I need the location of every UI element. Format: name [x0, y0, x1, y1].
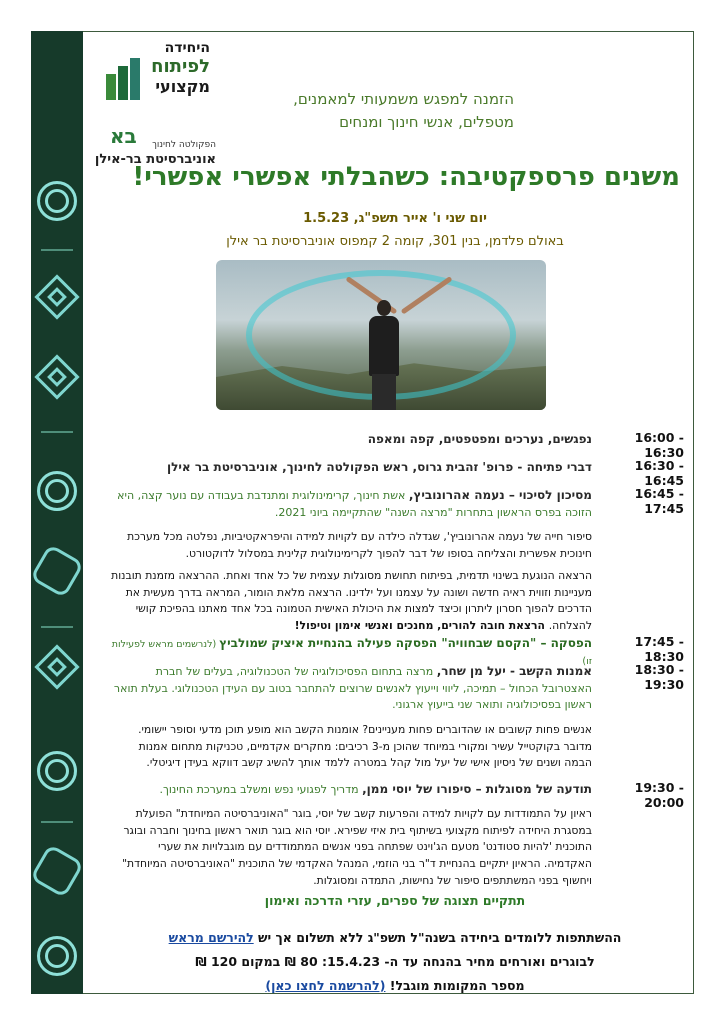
schedule-time: 16:30 - 16:45 — [634, 458, 684, 488]
logo-university: אוניברסיטת בר-אילן — [94, 152, 216, 167]
break-activity: הפסקה – "הקסם שבחוויה" הפסקה פעילה בהנחיית איציק שמולביץ — [219, 636, 592, 650]
schedule-time: 16:45 - 17:45 — [634, 486, 684, 516]
schedule-time: 16:00 - 16:30 — [634, 430, 684, 460]
hero-photo — [216, 260, 546, 410]
decorative-side-strip — [31, 31, 83, 994]
speaker-name: אמנות הקשב - יעל מן שחר, — [436, 664, 592, 678]
bar-ilan-logo-icon: בא — [110, 124, 137, 148]
speaker-bio: מדריך לפגועי נפש ומשלב במערכת החינוך. — [159, 783, 363, 796]
page-title: משנים פרספקטיבה: כשהבלתי אפשרי אפשרי! — [132, 162, 680, 192]
schedule-item: נפגשים, נערכים ומפטפטים, קפה ומאפה — [367, 432, 592, 446]
schedule-time: 18:30 - 19:30 — [634, 662, 684, 692]
talk-paragraph — [110, 568, 592, 635]
break-note: (לנרשמים מראש לפעילות זו) — [111, 639, 592, 667]
schedule-time: 19:30 - 20:00 — [634, 780, 684, 810]
diamond-ornament-icon — [34, 354, 79, 399]
speaker-name: מסיכון לסיכוי – נעמה אהרונוביץ, — [408, 488, 592, 502]
speaker-name: תודעה של מסוגלות – סיפורו של יוסי ממן, — [362, 782, 592, 796]
diamond-ornament-icon — [34, 644, 79, 689]
speaker-bio: אשת חינוך, קרימינולוגית ומתנדבת בעבודה עם נוער קצה, היא הזוכה בפרס הראשון בתחרות "מרצה השנה" שהתקיימה ביוני 2021. — [117, 489, 592, 519]
register-link[interactable]: להירשם מראש — [168, 930, 254, 945]
circle-ornament-icon — [37, 751, 77, 791]
unit-logo — [94, 40, 220, 167]
registration-line: ההשתתפות ללומדים ביחידה בשנה"ל תשפ"ג ללא תשלום אך יש להירשם מראש — [168, 930, 622, 945]
logo-faculty: הפקולטה לחינוך — [152, 140, 216, 150]
register-here-link[interactable]: (להרשמה לחצו כאן) — [265, 977, 386, 993]
divider — [41, 249, 73, 251]
price-line: לבוגרים ואורחים מחיר בהנחה עד ה- 15.4.23: 80 ₪ במקום 120 ₪ — [195, 953, 595, 969]
talk-highlight: הרצאת חובה להורים, מחנכים ואנשי אימון וטיפול! — [294, 619, 549, 633]
footer — [110, 893, 680, 908]
circle-ornament-icon — [37, 471, 77, 511]
logo-line-1: היחידה — [164, 40, 210, 56]
schedule-time: 17:45 - 18:30 — [634, 634, 684, 664]
logo-line-3: מקצועי — [155, 77, 210, 96]
circle-ornament-icon — [37, 181, 77, 221]
hexagon-ornament-icon — [31, 844, 83, 899]
divider — [41, 821, 73, 823]
logo-title — [151, 40, 210, 96]
invitation-text — [214, 88, 514, 133]
hexagon-ornament-icon — [31, 544, 83, 599]
talk-paragraph: סיפור חייה של נעמה אהרונוביץ', שגדלה כילדה עם לקויות למידה והיפראקטיביות, נפלטה מכל מערכת חינוכית אפשרית והצליחה בסופו של דבר להפוך לקרימינולוגית קלינית במסלול לדוקטורט. — [127, 530, 592, 560]
diamond-ornament-icon — [34, 274, 79, 319]
event-date: יום שני ו' אייר תשפ"ג, 1.5.23 — [303, 211, 487, 226]
logo-bars-icon — [106, 58, 140, 100]
event-location: באולם פלדמן, בנין 301, קומה 2 קמפוס אוניברסיטת בר אילן — [226, 234, 564, 249]
invite-line-2: מטפלים, אנשי חינוך ומנחים — [339, 112, 514, 131]
talk-text: הרצאה הנוגעת בשינוי תדמית, בפיתוח תחושת מסוגלות עצמית של כל אחד ואחת. ההרצאה מזמנת תובנות מעניינות וזווית ראיה חדשה ושונה על עצמנו ועל ילדינו. הרצאה מלאת הומור, המראה בדרך מעשית את הדרכים להפוך חסרון ליתרון וכיצד למצות את היכולת האישית הטמונה בכל אחד מאתנו בהפיכת קושי להצלחה. — [111, 569, 592, 633]
limited-seats-line: מספר המקומות מוגבל! (להרשמה לחצו כאן) — [265, 977, 525, 993]
logo-line-2: לפיתוח — [151, 56, 210, 77]
divider — [41, 626, 73, 628]
schedule-item: דברי פתיחה - פרופ' זהבית גרוס, ראש הפקולטה לחינוך, אוניברסיטת בר אילן — [167, 460, 592, 474]
talk-paragraph: אנשים פחות קשובים או שהדוברים פחות מעניינים? אומנות הקשב הוא מופע תוכן מדעי וסופר יישומי. מדובר בקוקטייל עשיר ומקורי במיוחד שהוכן מ-3 רכיבים: מחקרים אקדמיים, טכניקות מתחום אמנות הבמה ושנים של ניסיון אישי של יעל מול קהל במטרה ללמד אותך להשיג קשב דווקא בעידן דיגיטלי. — [138, 723, 592, 770]
exhibit-note: תתקיים תצוגה של ספרים, עזרי הדרכה ואימון — [264, 893, 526, 908]
invite-line-1: הזמנה למפגש משמעותי למאמנים, — [293, 90, 514, 108]
divider — [41, 431, 73, 433]
circle-ornament-icon — [37, 936, 77, 976]
registration-info — [110, 926, 680, 997]
talk-paragraph: ראיון על התמודדות עם לקויות למידה והפרעות קשב של יוסי, בוגר "האוניברסיטה המיוחדת" הפועלת במסגרת היחידה לפיתוח מקצועי בשיתוף בית איזי שפירא. יוסי הוא בוגר תואר ראשון בחינוך וחברה ובוגר התוכנית 'להיות סטודנט' מטעם הג'וינט שפתחה בפני אנשים המתמודדים עם מוגבלויות את שערי האקדמיה. הראיון יתקיים בהנחיית ד"ר בני הוזמי, המנהל האקדמי של התוכנית "האוניברסיטה המיוחדת" ויחשוף בפני המשתתפים סיפור של נחישות, התמדה ומסוגלות. — [122, 807, 592, 887]
speaker-bio: מרצה בתחום הפסיכולוגיה של הטכנולוגיה, בעלים של חברת האצטרובל הכחול – תמיכה, ליווי וייעוץ לאנשים שרוצים להתחבר בטוב עם העידן הטכנולוגי. בעלת תואר ראשון בפסיכולוגיה ותואר שני בייעוץ ארגוני. — [113, 665, 592, 711]
